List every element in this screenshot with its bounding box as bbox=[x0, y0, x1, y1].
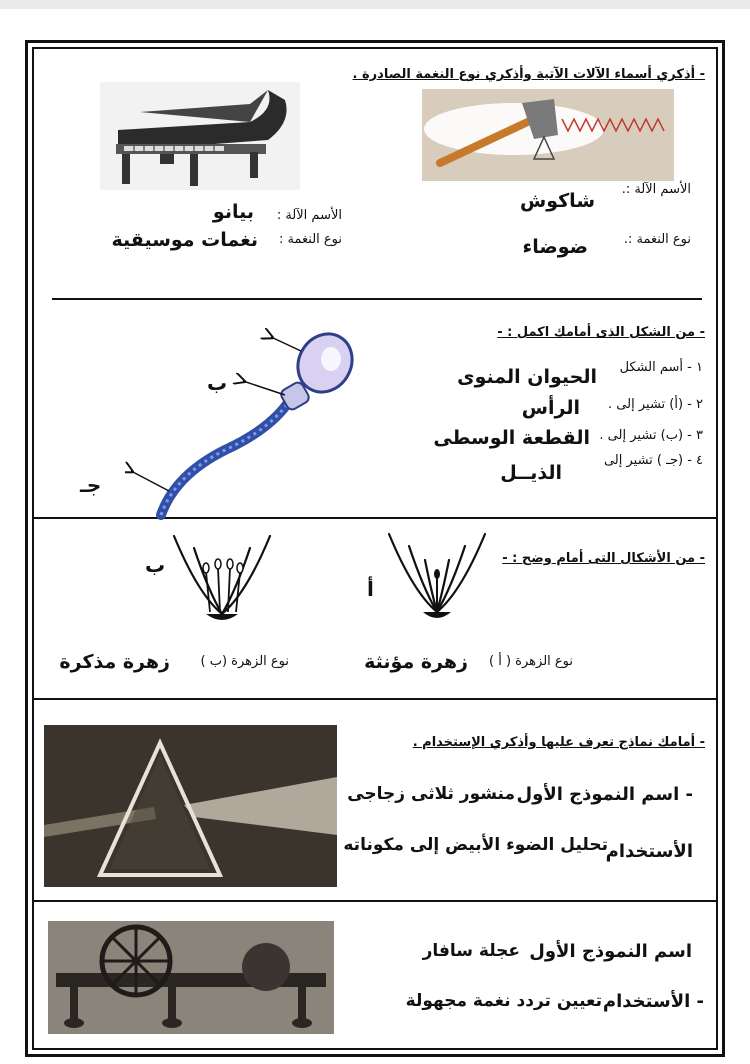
s4-use-value: تحليل الضوء الأبيض إلى مكوناته bbox=[343, 835, 608, 855]
top-strip bbox=[0, 0, 750, 9]
s3-b-label: نوع الزهرة (ب ) bbox=[200, 654, 289, 669]
section4-heading: - أمامك نماذج تعرف عليها وأذكري الإستخدام . bbox=[412, 735, 705, 750]
sperm-diagram bbox=[125, 325, 365, 520]
sperm-label-j: جـ bbox=[80, 473, 102, 497]
s1-left-name-value: بيانو bbox=[212, 201, 254, 223]
s2-line1-label: ١ - أسم الشكل bbox=[619, 360, 703, 375]
s1-left-tone-label: نوع النغمة : bbox=[279, 232, 342, 247]
divider-1 bbox=[52, 298, 702, 300]
section1-heading: - أذكري أسماء الآلات الآتية وأذكري نوع النغمة الصادرة . bbox=[352, 67, 705, 82]
section2-heading: - من الشكل الذى أمامك اكمل : - bbox=[497, 325, 705, 340]
s1-left-tone-value: نغمات موسيقية bbox=[111, 229, 258, 251]
s4-use-label: الأستخدام bbox=[605, 841, 693, 862]
flower-b-diagram bbox=[170, 532, 275, 627]
hammer-image bbox=[422, 89, 674, 181]
s1-right-tone-value: ضوضاء bbox=[522, 236, 588, 258]
s5-name-label: اسم النموذج الأول bbox=[529, 941, 692, 962]
s5-use-label: - الأستخدام bbox=[602, 991, 704, 1012]
s2-line2-value: الرأس bbox=[521, 397, 580, 419]
flower-label-a: أ bbox=[367, 577, 374, 601]
piano-image bbox=[100, 82, 300, 190]
s3-a-label: نوع الزهرة ( أ ) bbox=[489, 654, 573, 669]
s3-b-value: زهرة مذكرة bbox=[59, 651, 170, 673]
s2-line4-value: الذيــل bbox=[500, 462, 562, 484]
s4-name-label: - اسم النموذج الأول bbox=[516, 784, 693, 805]
s1-left-name-label: الأسم الآلة : bbox=[276, 208, 342, 223]
flower-label-b: ب bbox=[145, 553, 166, 577]
s3-a-value: زهرة مؤنثة bbox=[364, 651, 468, 673]
s2-line2-label: ٢ - (أ) تشير إلى . bbox=[608, 397, 703, 412]
s1-right-name-value: شاكوش bbox=[520, 190, 595, 212]
s2-line3-value: القطعة الوسطى bbox=[433, 427, 590, 449]
s2-line1-value: الحيوان المنوى bbox=[457, 366, 597, 388]
savart-wheel-image bbox=[48, 921, 334, 1034]
s2-line4-label: ٤ - (جـ ) تشير إلى bbox=[603, 453, 703, 468]
s1-right-name-label: الأسم الآلة :. bbox=[621, 182, 691, 197]
flower-a-diagram bbox=[385, 530, 490, 625]
divider-4 bbox=[34, 900, 716, 902]
s4-name-value: منشور ثلاثى زجاجى bbox=[347, 784, 515, 804]
s5-name-value: عجلة سافار bbox=[422, 941, 520, 961]
sperm-label-b: ب bbox=[207, 371, 228, 395]
divider-3 bbox=[34, 698, 716, 700]
s1-right-tone-label: نوع النغمة :. bbox=[623, 232, 691, 247]
section3-heading: - من الأشكال التى أمام وضح : - bbox=[502, 551, 705, 566]
s2-line3-label: ٣ - (ب) تشير إلى . bbox=[599, 428, 703, 443]
s5-use-value: تعيين تردد نغمة مجهولة bbox=[405, 991, 602, 1011]
prism-image bbox=[44, 725, 337, 887]
